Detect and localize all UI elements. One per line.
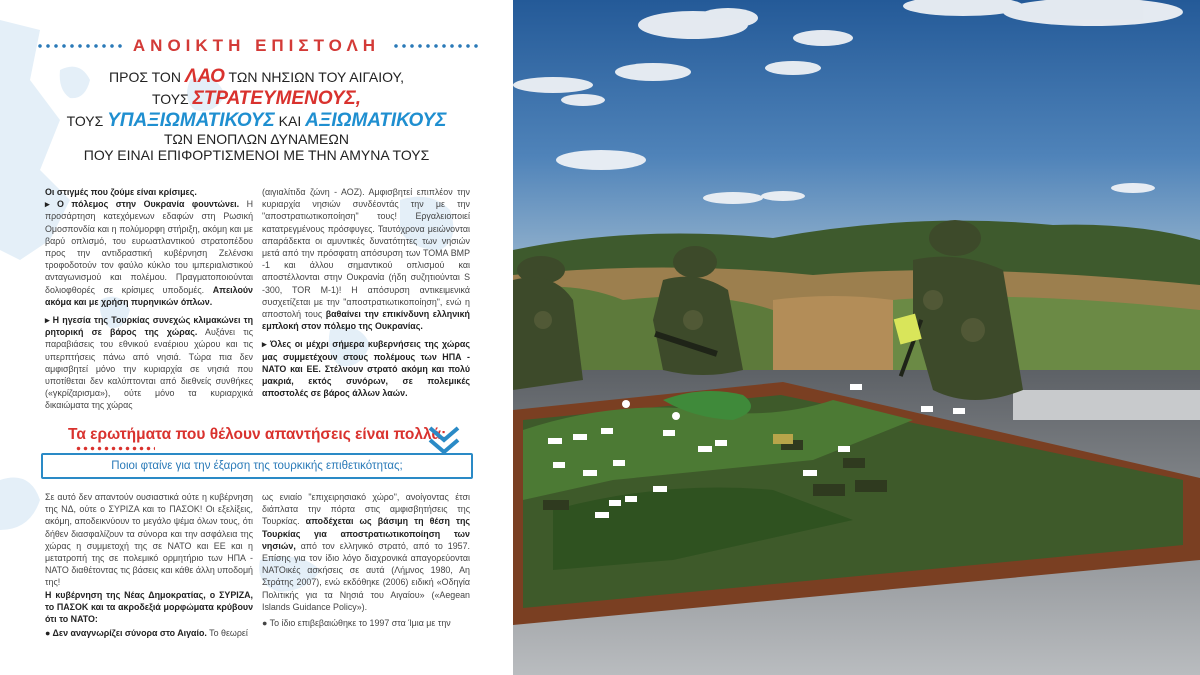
paragraph-lead: ▸ Όλες οι μέχρι σήμερα κυβερνήσεις της χώρας μας συμμετέχουν στους πολέμους των ΗΠΑ - ΝΑΤΟ και ΕΕ. Στέλνουν στρατό ακόμη και πολύ μακριά, εκτός συνόρων, σε πολεμικές αποστολές σε βάρος άλλων λαών. [262,339,470,399]
question-text: Ποιοι φταίνε για την έξαρση της τουρκικής επιθετικότητας; [111,460,403,472]
heading-text: ΚΑΙ [274,113,306,129]
paragraph-text: Η προσάρτηση κατεχόμενων εδαφών στη Ρωσική Ομοσπονδία και η πολύμορφη στήριξη, ακόμη και με βαρύ οπλισμό, του ευρωατλαντικού στρατοπέδου προς την αντιδραστική κυβέρνηση Ζελένσκι τροφοδοτούν τον φαύλο κύκλο του ιμπεριαλιστικού ανταγωνισμού και πολέμου. Πραγματοποιούνται δολιοφθορές σε κρίσιμες υποδομές. [45,199,254,295]
heading-line: ΠΟΥ ΕΙΝΑΙ ΕΠΙΦΟΡΤΙΣΜΕΝΟΙ ΜΕ ΤΗΝ ΑΜΥΝΑ ΤΟΥΣ [83,147,430,163]
heading-text: ΤΟΥΣ [66,113,108,129]
letter-title-row [0,36,513,56]
paragraph-text: ● Το ίδιο επιβεβαιώθηκε το 1997 στα Ίμια με την [262,618,451,629]
heading-text: ΠΡΟΣ ΤΟΝ [109,69,185,85]
paragraph-text: Σε αυτό δεν απαντούν ουσιαστικά ούτε η κυβέρνηση της ΝΔ, ούτε ο ΣΥΡΙΖΑ και το ΠΑΣΟΚ! Οι εξελίξεις, ακόμη, αποδεικνύουν το μεγάλο ψέμα όλων τους, ότι δήθεν διασφαλίζουν τα σύνορα και την ασφάλεια της χώρας η συμμετοχή της σε ΝΑΤΟ και ΕΕ και η μετατροπή της σε πολεμικό ορμητήριο των ΗΠΑ - ΝΑΤΟ διαθέτοντας τις βάσεις και κάθε άλλη υποδομή της! [45,492,253,588]
letter-page [0,0,513,675]
paragraph-emphasis: Η κυβέρνηση της Νέας Δημοκρατίας, ο ΣΥΡΙΖΑ, το ΠΑΣΟΚ και τα ακροδεξιά μορφώματα κρύβουν ότι το ΝΑΤΟ: [45,589,253,625]
paragraph-emphasis: βαθαίνει την επικίνδυνη ελληνική εμπλοκή στον πόλεμο της Ουκρανίας. [262,309,470,332]
heading-emphasis: ΥΠΑΞΙΩΜΑΤΙΚΟΥΣ [107,110,275,131]
heading-line: ΤΩΝ ΕΝΟΠΛΩΝ ΔΥΝΑΜΕΩΝ [164,131,349,147]
paragraph-emphasis: αποδέχεται ως βάσιμη τη θέση της Τουρκίας για αποστρατιωτικοποίηση των νησιών, [262,516,470,551]
letter-title: ΑΝΟΙΚΤΗ ΕΠΙΣΤΟΛΗ [132,36,381,55]
paragraph-lead: Οι στιγμές που ζούμε είναι κρίσιμες. [45,187,197,197]
title-dots-right [392,44,478,48]
column-3 [45,491,253,639]
question-dots [75,446,155,451]
paragraph-text: (αιγιαλίτιδα ζώνη - ΑΟΖ). Αμφισβητεί επιπλέον την κυριαρχία νησιών συνδέοντάς την με την "αποστρατιωτικοποίηση" τους! Εργαλειοποιεί κατατρεγμένους πρόσφυγες. Ταυτόχρονα μειώνονται απαράδεκτα οι αμυντικές δυνατότητες των νησιών μετά από την πρόσφατη απόσυρση των ΤΟΜΑ ΒΜΡ -1 και άλλου σημαντικού οπλισμού και αποστέλλονται στην Ουκρανία (ήδη συζητιούνται S -300, TOR M-1)! Η απόσυρση αντικειμενικά συσχετίζεται με την "αποστρατιωτικοποίηση", ενώ η αποστολή τους [262,187,470,320]
questions-title: Τα ερωτήματα που θέλουν απαντήσεις είναι πολλά: [68,426,447,443]
heading-emphasis: ΑΞΙΩΜΑΤΙΚΟΥΣ [305,110,447,131]
column-1 [45,186,253,412]
title-dots-left [36,44,122,48]
heading-emphasis: ΣΤΡΑΤΕΥΜΕΝΟΥΣ, [192,88,362,109]
heading-emphasis: ΛΑΟ [184,66,225,87]
paragraph-text: Το θεωρεί [206,628,248,639]
paragraph-text: Αυξάνει τις παραβιάσεις του εθνικού εναέριου χώρου και τις υπερπτήσεις πάνω από νησιά. Τώρα πια δεν αμφισβητεί μόνο την κυριαρχία σε νησιά που υποτίθεται δεν καλύπτονται από διεθνείς συνθήκες («γκρίζαρισμα»), ούτε μόνο τα κυριαρχικά δικαιώματα της χώρας [45,327,253,411]
column-2 [262,186,470,399]
heading-text: ΤΟΥΣ [151,91,193,107]
paragraph-lead: ▸ Η ηγεσία της Τουρκίας συνεχώς κλιμακώνει τη ρητορική σε βάρος της χώρας. [45,315,253,338]
photo-illustration [513,0,1200,675]
paragraph-emphasis: Απειλούν ακόμα και με χρήση πυρηνικών όπλων. [45,284,253,307]
bullet-lead: ● Δεν αναγνωρίζει σύνορα στο Αιγαίο. [45,628,207,639]
soldiers-photo [513,0,1200,675]
paragraph-text: ως ενιαίο "επιχειρησιακό χώρο", ανοίγοντας έτσι διάπλατα την πόρτα στις αμφισβητήσεις της Τουρκίας. [262,492,470,527]
paragraph-lead: ▸ Ο πόλεμος στην Ουκρανία φουντώνει. [45,199,240,210]
column-4 [262,491,470,629]
paragraph-text: από τον ελληνικό στρατό, από το 1957. Επίσης για τον ίδιο λόγο διαχρονικά απαγορεύονται ΝΑΤΟικές ασκήσεις σε αυτά (Λήμνος 1980, Αη Στράτης 2007), ενώ εκδόθηκε (2006) ειδική «Οδηγία Πολιτικής για τα Νησιά του Αιγαίου» («Aegean Islands Guidance Policy»). [262,540,470,612]
heading-text: ΤΩΝ ΝΗΣΙΩΝ ΤΟΥ ΑΙΓΑΙΟΥ, [224,69,404,85]
addressees-heading [0,66,513,164]
question-box [41,453,473,479]
